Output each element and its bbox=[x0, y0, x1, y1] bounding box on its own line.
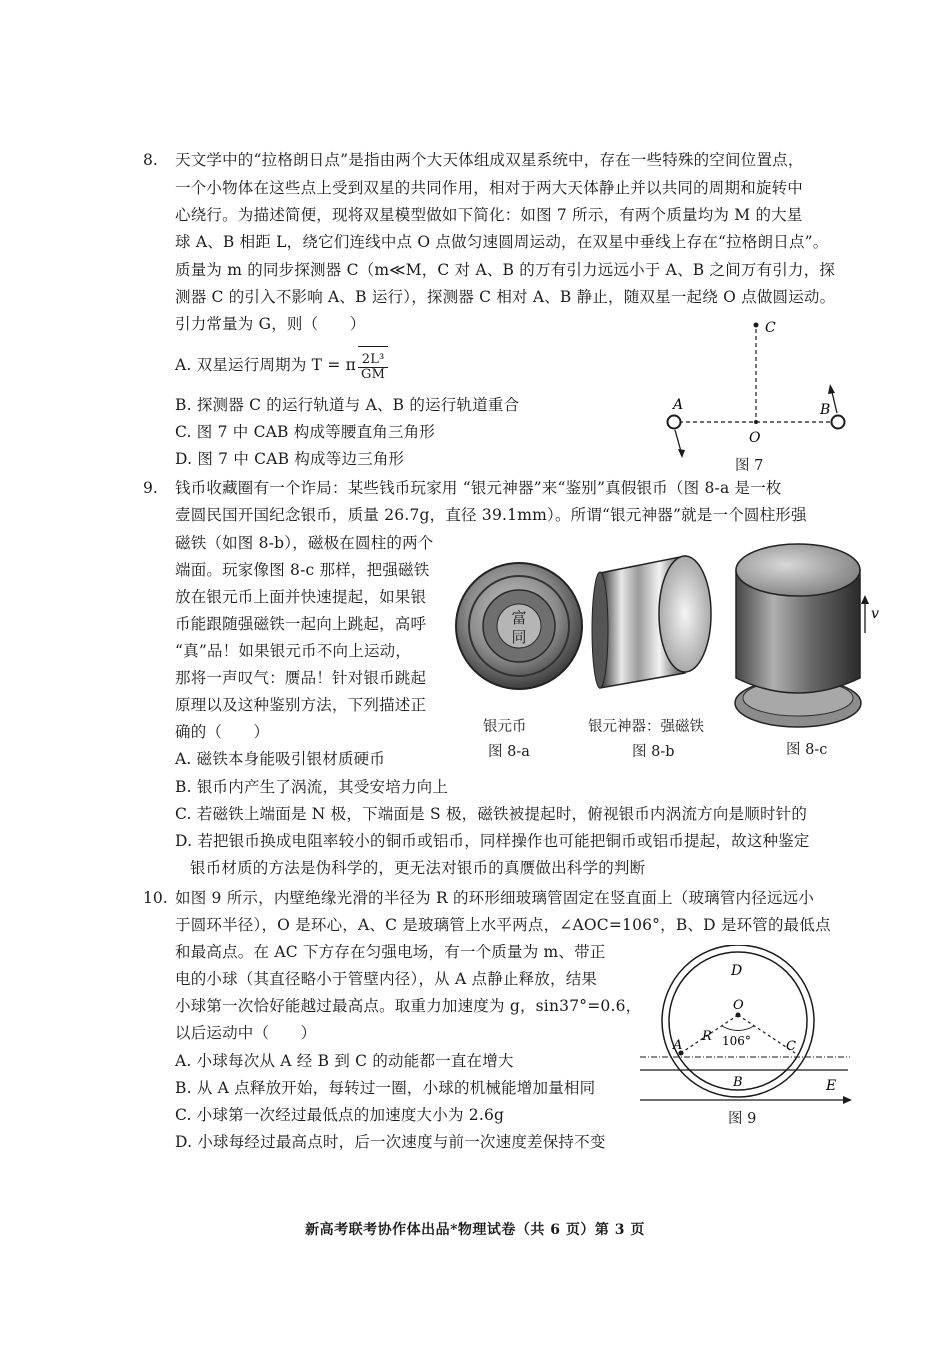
velocity-b-arrow-icon bbox=[828, 384, 835, 394]
q10-line-6: 以后运动中（ ） bbox=[175, 1024, 317, 1042]
figure-8c-magnet-on-coin bbox=[728, 538, 888, 738]
q8-number: 8. bbox=[143, 151, 158, 169]
figure-7-caption: 图 7 bbox=[735, 458, 764, 474]
q9-option-d-line-2: 银币材质的方法是伪科学的，更无法对银币的真赝做出科学的判断 bbox=[190, 859, 646, 877]
q9-line-4: 端面。玩家像图 8-c 那样，把强磁铁 bbox=[175, 561, 430, 579]
figure-8a-title: 银元币 bbox=[483, 719, 527, 735]
figure-9-caption: 图 9 bbox=[728, 1111, 757, 1127]
q9-line-1: 钱币收藏圈有一个诈局：某些钱币玩家用 “银元神器”来“鉴别”真假银币（图 8-a 是一枚 bbox=[175, 479, 782, 497]
q8-option-a-prefix: A. 双星运行周期为 T = π bbox=[175, 356, 357, 374]
point-o bbox=[754, 420, 758, 424]
field-arrow-icon bbox=[843, 1096, 852, 1104]
figure-8b-magnet bbox=[590, 548, 720, 693]
q10-number: 10. bbox=[143, 889, 168, 907]
q8-line-6: 测器 C 的引入不影响 A、B 运行），探测器 C 相对 A、B 静止，随双星一起绕 O 点做圆运动。 bbox=[175, 288, 836, 306]
q8-option-a-denominator: GM bbox=[361, 367, 386, 382]
coin-char-2: 同 bbox=[511, 628, 527, 646]
q8-line-4: 球 A、B 相距 L，绕它们连线中点 O 点做匀速圆周运动，在双星中垂线上存在“拉格朗日点”。 bbox=[175, 233, 829, 251]
magnet-back-edge bbox=[592, 572, 608, 688]
q10-line-1: 如图 9 所示，内壁绝缘光滑的半径为 R 的环形细玻璃管固定在竖直面上（玻璃管内径远远小 bbox=[175, 889, 815, 907]
label-e: E bbox=[826, 1078, 837, 1094]
q9-line-9: 原理以及这种鉴别方法，下列描述正 bbox=[175, 696, 427, 714]
figure-8a-coin bbox=[453, 558, 588, 698]
label-o: O bbox=[733, 998, 744, 1013]
q8-option-a-numerator: 2L³ bbox=[358, 353, 388, 368]
label-o: O bbox=[749, 430, 761, 446]
q8-line-7: 引力常量为 G，则（ ） bbox=[175, 315, 366, 333]
figure-7-diagram bbox=[655, 315, 855, 475]
q9-line-8: 那将一声叹气：赝品！针对银币跳起 bbox=[175, 669, 427, 687]
q10-option-a: A. 小球每次从 A 经 B 到 C 的动能都一直在增大 bbox=[175, 1052, 514, 1070]
q8-line-1: 天文学中的“拉格朗日点”是指由两个大天体组成双星系统中，存在一些特殊的空间位置点， bbox=[175, 151, 804, 169]
q9-line-2: 壹圆民国开国纪念银币，质量 26.7g，直径 39.1mm）。所谓“银元神器”就是一个圆柱形强 bbox=[175, 506, 807, 524]
q9-option-d-line-1: D. 若把银币换成电阻率较小的铜币或铝币，同样操作也可能把铜币或铝币提起，故这种鉴定 bbox=[175, 832, 810, 850]
point-c bbox=[754, 323, 759, 328]
label-r: R bbox=[702, 1029, 712, 1044]
q9-number: 9. bbox=[143, 479, 158, 497]
q9-option-c: C. 若磁铁上端面是 N 极，下端面是 S 极，磁铁被提起时，俯视银币内涡流方向是顺时针的 bbox=[175, 805, 808, 823]
velocity-a-arrow-icon bbox=[678, 449, 685, 458]
page-footer: 新高考联考协作体出品*物理试卷（共 6 页）第 3 页 bbox=[305, 1222, 645, 1238]
q10-line-2: 于圆环半径），O 是环心，A、C 是玻璃管上水平两点，∠AOC=106°，B、D 是环管的最低点 bbox=[175, 916, 831, 934]
q8-line-3: 心绕行。为描述简便，现将双星模型做如下简化：如图 7 所示，有两个质量均为 M 的大星 bbox=[175, 206, 803, 224]
q8-option-a bbox=[175, 345, 388, 387]
coin-char-1: 富 bbox=[511, 609, 527, 627]
label-v: v bbox=[871, 606, 879, 622]
angle-arc bbox=[722, 1026, 754, 1031]
label-c: C bbox=[765, 320, 776, 336]
q9-line-10: 确的（ ） bbox=[175, 723, 270, 741]
q10-option-d: D. 小球每经过最高点时，后一次速度与前一次速度差保持不变 bbox=[175, 1133, 606, 1151]
q9-line-3: 磁铁（如图 8-b），磁极在圆柱的两个 bbox=[175, 534, 434, 552]
q9-line-5: 放在银元币上面并快速提起，如果银 bbox=[175, 588, 427, 606]
label-angle: 106° bbox=[722, 1034, 751, 1048]
figure-8b-title: 银元神器：强磁铁 bbox=[588, 719, 704, 735]
q10-option-c: C. 小球第一次经过最低点的加速度大小为 2.6g bbox=[175, 1106, 505, 1124]
label-a: A bbox=[673, 397, 684, 413]
label-b: B bbox=[820, 402, 831, 418]
figure-9-diagram bbox=[640, 945, 855, 1105]
q10-line-5: 小球第一次恰好能越过最高点。取重力加速度为 g，sin37°=0.6， bbox=[175, 997, 642, 1015]
q8-line-2: 一个小物体在这些点上受到双星的共同作用，相对于两大天体静止并以共同的周期和旋转中 bbox=[175, 179, 804, 197]
q9-line-6: 币能跟随强磁铁一起向上跳起，高呼 bbox=[175, 615, 427, 633]
label-d: D bbox=[731, 963, 743, 979]
magnet-face bbox=[659, 556, 711, 672]
sqrt-sign bbox=[358, 346, 388, 387]
figure-8c-caption: 图 8-c bbox=[786, 742, 828, 758]
q10-option-b: B. 从 A 点释放开始，每转过一圈，小球的机械能增加量相同 bbox=[175, 1079, 596, 1097]
figure-8b-caption: 图 8-b bbox=[632, 744, 675, 760]
label-c: C bbox=[786, 1039, 796, 1054]
q9-option-a: A. 磁铁本身能吸引银材质硬币 bbox=[175, 750, 386, 768]
label-b: B bbox=[733, 1075, 743, 1090]
label-a: A bbox=[673, 1038, 683, 1053]
figure-8a-caption: 图 8-a bbox=[488, 744, 530, 760]
q8-line-5: 质量为 m 的同步探测器 C（m≪M，C 对 A、B 的万有引力远远小于 A、B 之间万有引力，探 bbox=[175, 261, 836, 279]
q10-line-3: 和最高点。在 AC 下方存在匀强电场，有一个质量为 m、带正 bbox=[175, 943, 606, 961]
star-b bbox=[832, 416, 845, 429]
q10-line-4: 电的小球（其直径略小于管壁内径），从 A 点静止释放，结果 bbox=[175, 970, 598, 988]
q8-option-d: D. 图 7 中 CAB 构成等边三角形 bbox=[175, 450, 405, 468]
magnet-top-face bbox=[736, 544, 860, 596]
q9-line-7: “真”品！如果银元币不向上运动， bbox=[175, 642, 412, 660]
q8-option-b: B. 探测器 C 的运行轨道与 A、B 的运行轨道重合 bbox=[175, 396, 520, 414]
star-a bbox=[668, 416, 681, 429]
q8-option-c: C. 图 7 中 CAB 构成等腰直角三角形 bbox=[175, 423, 436, 441]
q9-option-b: B. 银币内产生了涡流，其受安培力向上 bbox=[175, 778, 449, 796]
velocity-arrow-icon bbox=[861, 595, 869, 604]
